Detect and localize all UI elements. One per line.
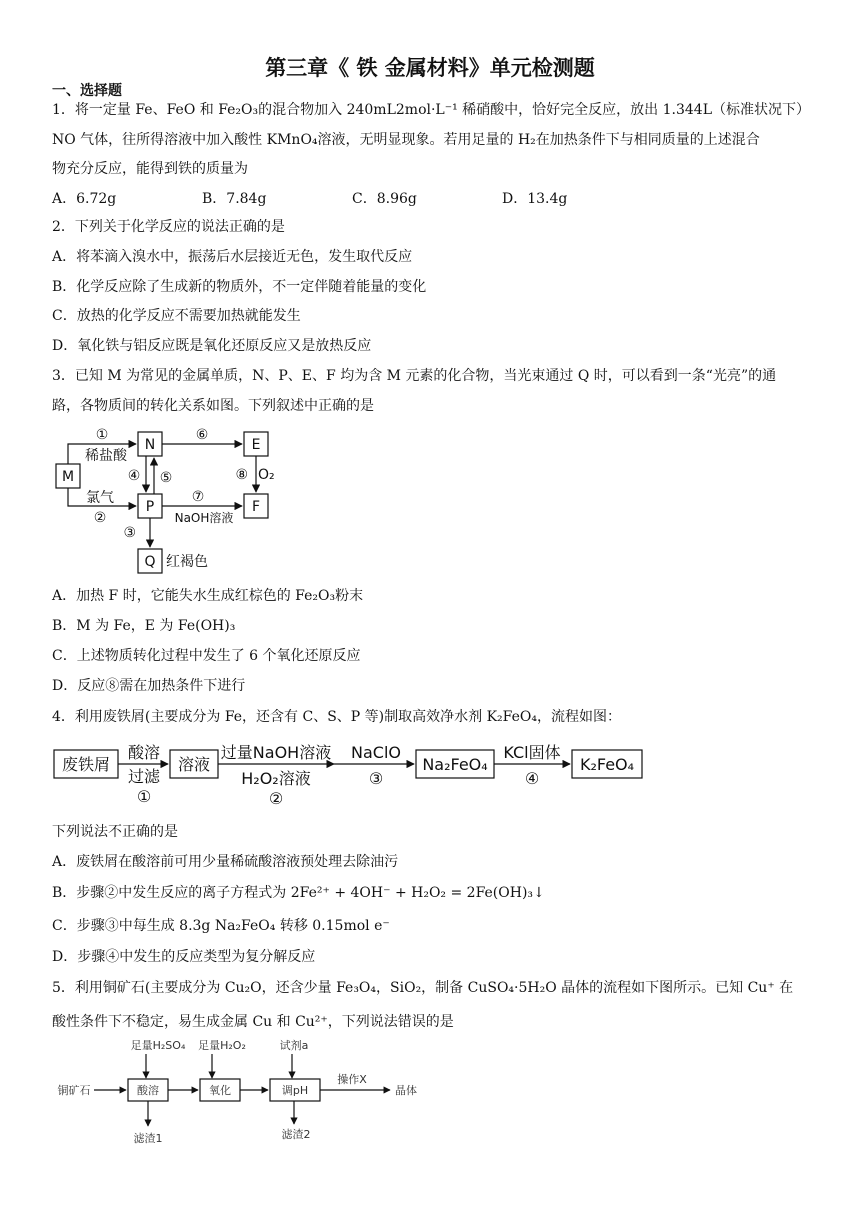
q1-option-b[interactable]: B．7.84g xyxy=(202,191,267,207)
label-o2: O₂ xyxy=(258,467,275,483)
label-red-brown: 红褐色 xyxy=(166,554,208,570)
q5-label-acid: 酸溶 xyxy=(137,1084,159,1097)
label-f: F xyxy=(251,499,261,515)
q1-option-c[interactable]: C．8.96g xyxy=(352,191,417,207)
flow-label-k2feo4: K₂FeO₄ xyxy=(579,755,635,774)
label-step-1: ① xyxy=(95,427,109,443)
q4-option-d[interactable]: D．步骤④中发生的反应类型为复分解反应 xyxy=(52,949,316,965)
q3-line-1: 3．已知 M 为常见的金属单质，N、P、E、F 均为含 M 元素的化合物，当光束通过 Q 时，可以看到一条“光亮”的通 xyxy=(52,368,777,384)
flow-step1-bottom: 过滤 xyxy=(127,767,161,786)
q5-label-oxidize: 氧化 xyxy=(209,1084,231,1097)
q1-option-d[interactable]: D．13.4g xyxy=(502,191,568,207)
q5-residue-1: 滤渣1 xyxy=(133,1132,163,1145)
flow-step4-top: KCl固体 xyxy=(503,743,561,762)
q3-option-a[interactable]: A．加热 F 时，它能失水生成红棕色的 Fe₂O₃粉末 xyxy=(52,588,364,604)
q5-input-reagent-a: 试剂a xyxy=(279,1039,309,1052)
label-hcl: 稀盐酸 xyxy=(85,448,127,464)
q1-line-3: 物充分反应，能得到铁的质量为 xyxy=(52,161,248,177)
q5-residue-2: 滤渣2 xyxy=(281,1128,311,1141)
q5-input-h2so4: 足量H₂SO₄ xyxy=(130,1039,186,1052)
flow-step1-num: ① xyxy=(136,787,152,806)
q3-line-2: 路，各物质间的转化关系如图。下列叙述中正确的是 xyxy=(52,398,374,414)
label-step-5: ⑤ xyxy=(159,470,173,486)
label-step-6: ⑥ xyxy=(195,427,209,443)
q4-line-1: 4．利用废铁屑(主要成分为 Fe，还含有 C、S、P 等)制取高效净水剂 K₂FeO₄，流程如图： xyxy=(52,709,621,725)
q3-conversion-diagram xyxy=(50,422,290,577)
label-n: N xyxy=(144,437,156,453)
q3-option-b[interactable]: B．M 为 Fe，E 为 Fe(OH)₃ xyxy=(52,618,236,634)
q1-line-1: 1．将一定量 Fe、FeO 和 Fe₂O₃的混合物加入 240mL2mol·L⁻¹ 稀硝酸中，恰好完全反应，放出 1.344L（标准状况下） xyxy=(52,102,810,118)
flow-step3-num: ③ xyxy=(368,769,384,788)
label-q: Q xyxy=(144,554,156,570)
q4-stem-2: 下列说法不正确的是 xyxy=(52,824,178,840)
q2-option-a[interactable]: A．将苯滴入溴水中，振荡后水层接近无色，发生取代反应 xyxy=(52,249,413,265)
q5-flow-diagram xyxy=(50,1036,450,1150)
flow-step2-num: ② xyxy=(268,789,284,808)
flow-label-na2feo4: Na₂FeO₄ xyxy=(422,755,488,774)
q5-operation-x: 操作X xyxy=(337,1073,367,1086)
flow-label-solution: 溶液 xyxy=(177,755,211,774)
q5-start: 铜矿石 xyxy=(57,1084,91,1097)
flow-step2-top: 过量NaOH溶液 xyxy=(220,743,332,762)
q3-option-c[interactable]: C．上述物质转化过程中发生了 6 个氧化还原反应 xyxy=(52,648,361,664)
q1-option-a[interactable]: A．6.72g xyxy=(52,191,117,207)
label-step-8: ⑧ xyxy=(235,467,248,483)
q5-label-ph: 调pH xyxy=(281,1084,309,1097)
page-title: 第三章《 铁 金属材料》单元检测题 xyxy=(265,56,595,80)
q2-stem: 2．下列关于化学反应的说法正确的是 xyxy=(52,219,285,235)
q4-option-c[interactable]: C．步骤③中每生成 8.3g Na₂FeO₄ 转移 0.15mol e⁻ xyxy=(52,918,390,934)
label-e: E xyxy=(251,437,261,453)
label-step-7: ⑦ xyxy=(191,489,205,505)
flow-step3-top: NaClO xyxy=(351,743,401,762)
q5-input-h2o2: 足量H₂O₂ xyxy=(198,1039,246,1052)
q5-line-2: 酸性条件下不稳定，易生成金属 Cu 和 Cu²⁺，下列说法错误的是 xyxy=(52,1014,454,1030)
q2-option-d[interactable]: D．氧化铁与铝反应既是氧化还原反应又是放热反应 xyxy=(52,338,372,354)
label-p: P xyxy=(145,499,155,515)
flow-label-scrap: 废铁屑 xyxy=(61,755,111,774)
q2-option-b[interactable]: B．化学反应除了生成新的物质外，不一定伴随着能量的变化 xyxy=(52,279,427,295)
q3-option-d[interactable]: D．反应⑧需在加热条件下进行 xyxy=(52,678,246,694)
flow-step4-num: ④ xyxy=(524,769,540,788)
q5-end: 晶体 xyxy=(395,1084,417,1097)
label-cl2: 氯气 xyxy=(86,490,114,506)
section-heading: 一、选择题 xyxy=(52,83,122,99)
label-step-4: ④ xyxy=(127,468,141,484)
q5-line-1: 5．利用铜矿石(主要成分为 Cu₂O，还含少量 Fe₃O₄，SiO₂，制备 CuSO₄·5H₂O 晶体的流程如下图所示。已知 Cu⁺ 在 xyxy=(52,980,794,996)
label-step-3: ③ xyxy=(123,525,136,541)
q2-option-c[interactable]: C．放热的化学反应不需要加热就能发生 xyxy=(52,308,301,324)
q4-option-a[interactable]: A．废铁屑在酸溶前可用少量稀硫酸溶液预处理去除油污 xyxy=(52,854,399,870)
flow-step1-top: 酸溶 xyxy=(127,743,161,762)
label-naoh: NaOH溶液 xyxy=(174,511,234,525)
flow-step2-bottom: H₂O₂溶液 xyxy=(241,769,311,788)
q4-flow-diagram xyxy=(52,738,652,812)
label-m: M xyxy=(61,469,75,485)
label-step-2: ② xyxy=(93,510,107,526)
q4-option-b[interactable]: B．步骤②中发生反应的离子方程式为 2Fe²⁺ + 4OH⁻ + H₂O₂ = 2Fe(OH)₃↓ xyxy=(52,885,545,901)
q1-line-2: NO 气体，往所得溶液中加入酸性 KMnO₄溶液，无明显现象。若用足量的 H₂在加热条件下与相同质量的上述混合 xyxy=(52,132,760,148)
